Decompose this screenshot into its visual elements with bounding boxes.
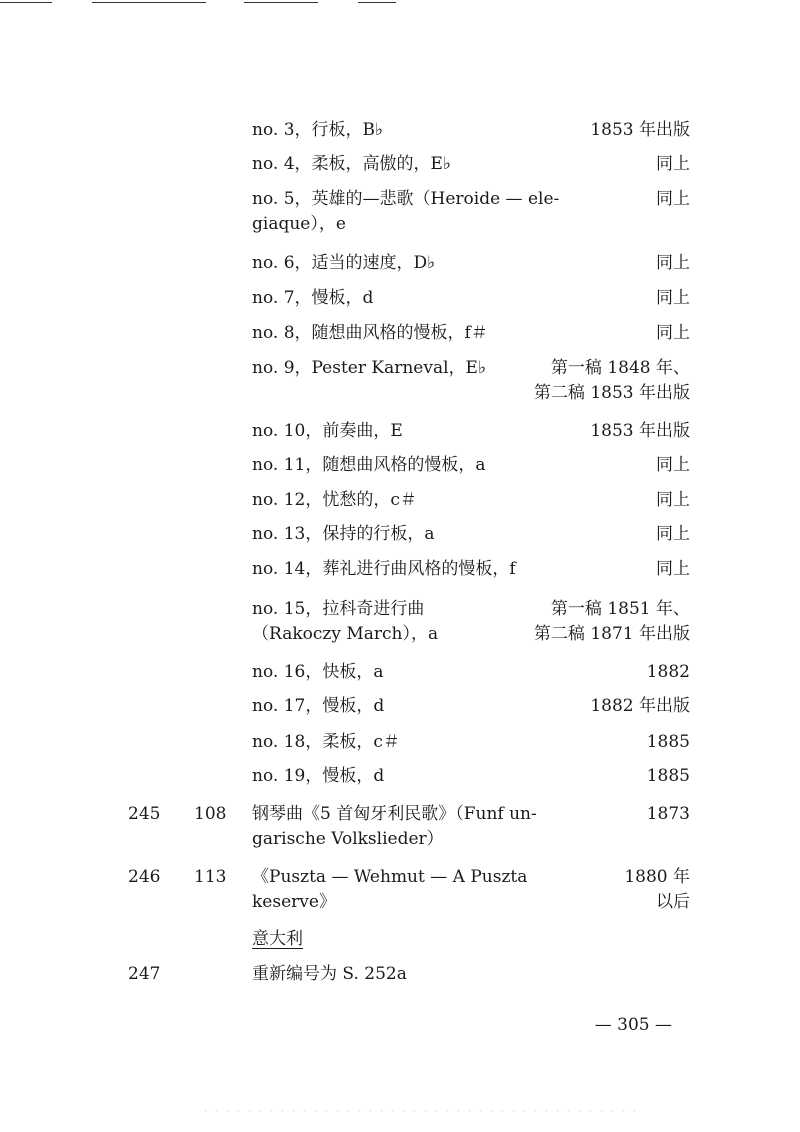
- publication-date-line: 第一稿 1851 年、: [550, 599, 690, 619]
- publication-date-line: 同上: [656, 288, 690, 308]
- entry-number: 245: [128, 804, 161, 824]
- work-title: [252, 962, 597, 987]
- work-title-line: no. 6，适当的速度，D♭: [252, 253, 436, 273]
- work-title-line: no. 18，柔板，c＃: [252, 732, 400, 752]
- work-title: [252, 152, 597, 177]
- work-title-line: no. 3，行板，B♭: [252, 120, 384, 140]
- work-title-line: no. 9，Pester Karneval，E♭: [252, 358, 486, 378]
- publication-date: [656, 152, 690, 177]
- publication-date: [624, 865, 690, 915]
- work-title-line: no. 4，柔板，高傲的，E♭: [252, 154, 451, 174]
- work-title-line: garische Volkslieder）: [252, 829, 444, 849]
- publication-date-line: 同上: [656, 189, 690, 209]
- publication-date: [656, 453, 690, 478]
- work-title: [252, 557, 597, 582]
- catalog-number: 113: [194, 867, 227, 887]
- work-title: [252, 453, 597, 478]
- work-title-line: no. 14，葬礼进行曲风格的慢板，f: [252, 559, 516, 579]
- publication-date-line: 同上: [656, 559, 690, 579]
- work-title: [252, 419, 597, 444]
- publication-date-line: 同上: [656, 455, 690, 475]
- work-title-line: giaque），e: [252, 214, 346, 234]
- publication-date: [534, 597, 690, 647]
- publication-date-line: 同上: [656, 154, 690, 174]
- work-title-line: 重新编号为 S. 252a: [252, 964, 407, 984]
- publication-date-line: 第一稿 1848 年、: [550, 358, 690, 378]
- work-title-line: no. 10，前奏曲，E: [252, 421, 403, 441]
- work-title: [252, 730, 597, 755]
- work-title-line: no. 19，慢板，d: [252, 766, 385, 786]
- publication-date-line: 1853 年出版: [590, 120, 690, 140]
- work-title-line: no. 5，英雄的—悲歌（Heroide — ele-: [252, 189, 560, 209]
- catalog-number: 108: [194, 804, 227, 824]
- work-title-line: keserve》: [252, 892, 336, 912]
- publication-date: [534, 356, 690, 406]
- work-title-line: no. 15，拉科奇进行曲: [252, 599, 425, 619]
- publication-date: [656, 251, 690, 276]
- publication-date: [656, 557, 690, 582]
- publication-date: [656, 187, 690, 212]
- work-title: [252, 865, 597, 915]
- publication-date: [656, 488, 690, 513]
- publication-date: [590, 694, 690, 719]
- work-title-line: no. 7，慢板，d: [252, 288, 374, 308]
- publication-date-line: 1882 年出版: [590, 696, 690, 716]
- publication-date: [647, 730, 690, 755]
- work-title: [252, 660, 597, 685]
- work-title: [252, 522, 597, 547]
- publication-date: [656, 286, 690, 311]
- publication-date: [647, 802, 690, 827]
- work-title-line: （Rakoczy March），a: [252, 624, 439, 644]
- publication-date-line: 同上: [656, 524, 690, 544]
- publication-date-line: 第二稿 1853 年出版: [533, 383, 690, 403]
- publication-date-line: 1853 年出版: [590, 421, 690, 441]
- publication-date: [647, 764, 690, 789]
- entry-number: 246: [128, 867, 161, 887]
- publication-date: [590, 419, 690, 444]
- publication-date: [656, 321, 690, 346]
- publication-date-line: 以后: [656, 892, 690, 912]
- publication-date: [656, 522, 690, 547]
- publication-date-line: 同上: [656, 253, 690, 273]
- publication-date: [590, 118, 690, 143]
- publication-date: [647, 660, 690, 685]
- work-title-line: no. 8，随想曲风格的慢板，f＃: [252, 323, 488, 343]
- work-title-line: no. 16，快板，a: [252, 662, 384, 682]
- work-title: [252, 488, 597, 513]
- section-heading: [252, 927, 597, 952]
- publication-date-line: 同上: [656, 490, 690, 510]
- publication-date-line: 1885: [646, 766, 690, 786]
- work-title-line: 《Puszta — Wehmut — A Puszta: [252, 867, 528, 887]
- publication-date-line: 同上: [656, 323, 690, 343]
- work-title: [252, 764, 597, 789]
- work-title: [252, 321, 597, 346]
- work-title-line: no. 13，保持的行板，a: [252, 524, 435, 544]
- publication-date-line: 1885: [646, 732, 690, 752]
- work-title: [252, 286, 597, 311]
- publication-date-line: 1882: [646, 662, 690, 682]
- work-title-line: 钢琴曲《5 首匈牙利民歌》（Funf un-: [252, 804, 537, 824]
- work-title: [252, 118, 597, 143]
- publication-date-line: 1880 年: [624, 867, 690, 887]
- work-title: [252, 251, 597, 276]
- work-title-line: no. 12，忧愁的，c＃: [252, 490, 417, 510]
- work-title: [252, 187, 597, 237]
- work-title: [252, 802, 597, 852]
- publication-date-line: 第二稿 1871 年出版: [533, 624, 690, 644]
- work-title: [252, 694, 597, 719]
- work-title-line: no. 11，随想曲风格的慢板，a: [252, 455, 486, 475]
- work-title-line: 意大利: [252, 929, 303, 949]
- page-number: — 305 —: [594, 1015, 672, 1035]
- entry-number: 247: [128, 964, 161, 984]
- scan-specks: [200, 1108, 640, 1114]
- publication-date-line: 1873: [646, 804, 690, 824]
- work-title-line: no. 17，慢板，d: [252, 696, 385, 716]
